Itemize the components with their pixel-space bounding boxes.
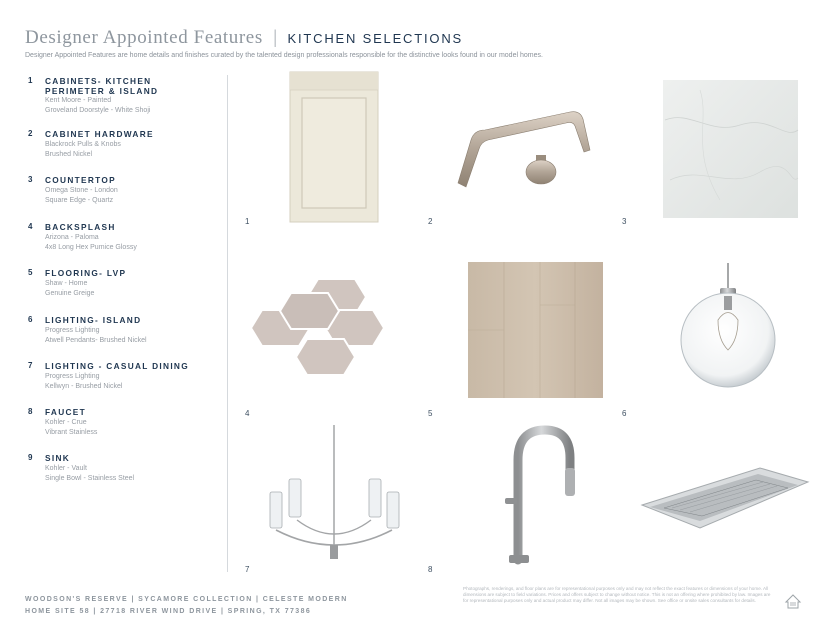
- selection-number: 6: [28, 315, 33, 324]
- selection-detail: Genuine Greige: [45, 290, 95, 297]
- selection-detail: Kohler - Crue: [45, 419, 87, 426]
- section-title: KITCHEN SELECTIONS: [287, 31, 463, 46]
- selection-title: LIGHTING- ISLAND: [45, 315, 142, 325]
- selection-detail: Progress Lighting: [45, 373, 100, 380]
- selection-detail: Omega Stone - London: [45, 187, 118, 194]
- chandelier-image: [270, 425, 399, 559]
- pendant-light-image: [681, 263, 775, 387]
- selection-detail: Progress Lighting: [45, 327, 100, 334]
- footer-address: [25, 594, 348, 618]
- selection-title: CABINET HARDWARE: [45, 129, 154, 139]
- selection-detail: Kent Moore - Painted: [45, 97, 112, 104]
- sink-image: [642, 468, 808, 528]
- selection-number: 3: [28, 175, 33, 184]
- selection-detail: Kellwyn - Brushed Nickel: [45, 383, 123, 390]
- backsplash-tile-image: [251, 279, 384, 375]
- faucet-image: [505, 430, 575, 563]
- footer-disclaimer: Photographs, renderings, and floor plans are for representational purposes only and may not reflect the exact features or dimensions of your home. All dimensions are subject to field variations. Prices and offers subject to change without notice. This is not an offering where prohibited by law. Images are for representational purposes only and actual product may differ. Not all images may be shown. See office or onsite sales consultants for details.: [463, 586, 771, 603]
- selection-detail: Blackrock Pulls & Knobs: [45, 141, 121, 148]
- selection-title: COUNTERTOP: [45, 175, 116, 185]
- footer-community-line: WOODSON'S RESERVE | SYCAMORE COLLECTION | CELESTE MODERN: [25, 596, 348, 603]
- selection-detail: Single Bowl - Stainless Steel: [45, 475, 135, 482]
- image-label-2: 2: [428, 217, 433, 226]
- countertop-swatch-image: [663, 80, 798, 218]
- image-label-4: 4: [245, 409, 250, 418]
- flooring-swatch-image: [468, 262, 603, 398]
- selection-detail: Kohler - Vault: [45, 465, 87, 472]
- column-divider: [227, 75, 228, 572]
- selection-title: BACKSPLASH: [45, 222, 116, 232]
- page-header: [25, 27, 463, 49]
- selection-title: CABINETS- KITCHEN PERIMETER & ISLAND: [45, 76, 159, 96]
- selection-detail: Brushed Nickel: [45, 151, 93, 158]
- image-label-3: 3: [622, 217, 627, 226]
- selection-number: 7: [28, 361, 33, 370]
- selection-detail: Square Edge - Quartz: [45, 197, 114, 204]
- selection-number: 5: [28, 268, 33, 277]
- selection-detail: Groveland Doorstyle - White Shoji: [45, 107, 151, 114]
- selection-number: 1: [28, 76, 33, 85]
- selection-detail: Shaw - Home: [45, 280, 88, 287]
- selection-title: FLOORING- LVP: [45, 268, 127, 278]
- image-label-1: 1: [245, 217, 250, 226]
- selection-number: 9: [28, 453, 33, 462]
- selection-title: SINK: [45, 453, 71, 463]
- selection-detail: Arizona - Paloma: [45, 234, 99, 241]
- title-separator: |: [273, 27, 278, 48]
- selection-number: 4: [28, 222, 33, 231]
- selection-title: LIGHTING - CASUAL DINING: [45, 361, 189, 371]
- image-label-7: 7: [245, 565, 250, 574]
- selection-number: 2: [28, 129, 33, 138]
- image-label-5: 5: [428, 409, 433, 418]
- cabinet-door-image: [290, 72, 378, 222]
- page-subtitle: Designer Appointed Features are home details and finishes curated by the talented design professionals responsible for the distinctive looks found in our model homes.: [25, 52, 543, 59]
- selection-number: 8: [28, 407, 33, 416]
- image-label-6: 6: [622, 409, 627, 418]
- selection-detail: 4x8 Long Hex Pumice Glossy: [45, 244, 137, 251]
- equal-housing-opportunity-icon: [786, 595, 800, 608]
- footer-homesite-line: HOME SITE 58 | 27718 RIVER WIND DRIVE | SPRING, TX 77386: [25, 608, 312, 615]
- page-title: Designer Appointed Features: [25, 27, 263, 48]
- selection-title: FAUCET: [45, 407, 86, 417]
- image-label-8: 8: [428, 565, 433, 574]
- selection-detail: Atwell Pendants- Brushed Nickel: [45, 337, 147, 344]
- selection-detail: Vibrant Stainless: [45, 429, 98, 436]
- cabinet-hardware-image: [458, 112, 590, 187]
